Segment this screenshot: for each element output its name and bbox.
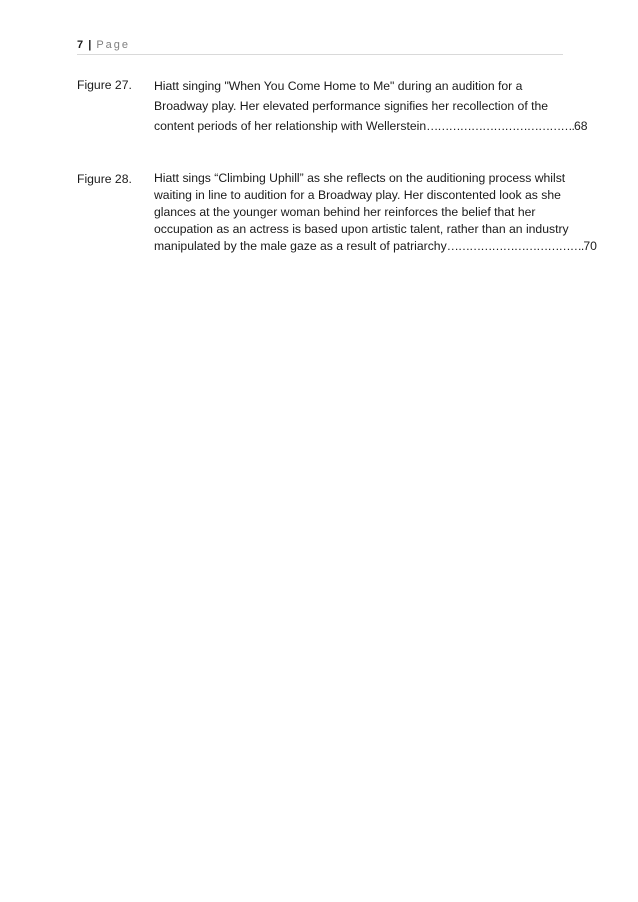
- caption-line: waiting in line to audition for a Broadway play. Her discontented look as she: [154, 188, 561, 202]
- figure-caption: [154, 76, 588, 136]
- caption-line-text: content periods of her relationship with Wellerstein: [154, 119, 427, 133]
- header-separator: |: [88, 39, 92, 51]
- caption-line: Hiatt singing "When You Come Home to Me" during an audition for a: [154, 79, 523, 93]
- page-reference: 68: [573, 119, 588, 133]
- caption-line: Hiatt sings “Climbing Uphill” as she reflects on the auditioning process whilst: [154, 171, 566, 185]
- figure-label: Figure 28.: [77, 172, 132, 186]
- figure-label: Figure 27.: [77, 78, 132, 92]
- caption-line-last: [154, 116, 588, 136]
- dot-leader: ………………………………….: [426, 119, 574, 133]
- caption-line-text: manipulated by the male gaze as a result of patriarchy: [154, 239, 447, 253]
- caption-line-last: [154, 238, 597, 255]
- page-number: 7: [77, 39, 84, 51]
- caption-line: glances at the younger woman behind her reinforces the belief that her: [154, 205, 536, 219]
- page-word: Page: [96, 39, 131, 51]
- figure-caption: [154, 170, 597, 255]
- caption-line: Broadway play. Her elevated performance signifies her recollection of the: [154, 99, 549, 113]
- dot-leader: ……………………………….: [446, 239, 584, 253]
- page-reference: 70: [583, 239, 597, 253]
- caption-line: occupation as an actress is based upon artistic talent, rather than an industry: [154, 222, 569, 236]
- page-header: [77, 38, 563, 55]
